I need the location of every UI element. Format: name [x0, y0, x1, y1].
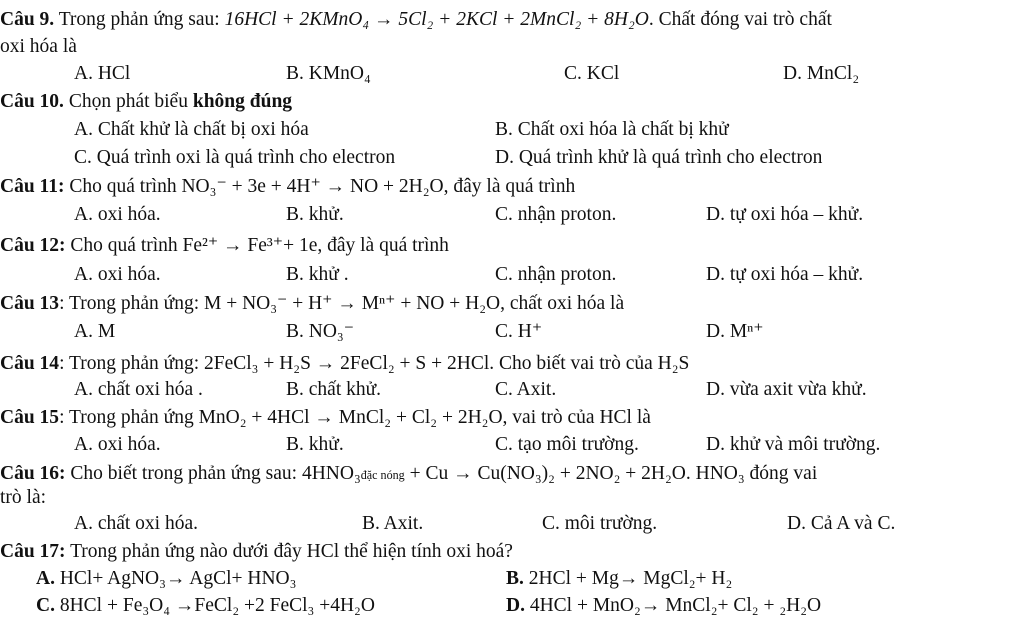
option-a[interactable]: A. HCl — [74, 63, 131, 84]
question-16 — [0, 464, 817, 484]
option-d[interactable]: D. tự oxi hóa – khử. — [706, 204, 864, 225]
option-b[interactable]: B. KMnO₄ — [286, 63, 371, 84]
question-text: : Trong phản ứng MnO₂ + 4HCl → MnCl₂ + Cl₂ + 2H₂O, vai trò của HCl là — [59, 407, 651, 428]
question-text: Trong phản ứng nào dưới đây HCl thể hiện tính oxi hoá? — [65, 541, 513, 562]
option-c[interactable]: C. nhận proton. — [495, 264, 617, 285]
option-a[interactable]: A. chất oxi hóa . — [74, 379, 203, 400]
option-letter: B. — [506, 568, 524, 589]
question-12 — [0, 236, 449, 256]
option-d[interactable]: D. Mⁿ⁺ — [706, 321, 764, 342]
question-intro: Chọn phát biểu — [63, 91, 193, 112]
option-b[interactable]: B. Axit. — [362, 513, 424, 534]
question-label: Câu 13 — [0, 293, 60, 314]
question-11 — [0, 177, 575, 197]
option-d[interactable] — [506, 596, 821, 616]
option-d[interactable]: D. MnCl₂ — [783, 63, 860, 84]
option-letter: C. — [36, 595, 55, 616]
option-equation: 4HCl + MnO₂→ MnCl₂+ Cl₂ + ₂H₂O — [524, 595, 822, 616]
question-10 — [0, 92, 292, 112]
option-a[interactable]: A. Chất khử là chất bị oxi hóa — [74, 119, 309, 140]
question-15 — [0, 408, 651, 428]
question-label: Câu 10. — [0, 91, 64, 112]
option-equation: 8HCl + Fe₃O₄ →FeCl₂ +2 FeCl₃ +4H₂O — [54, 595, 375, 616]
option-b[interactable]: B. khử . — [286, 264, 349, 285]
question-16-continuation: trò là: — [0, 487, 47, 508]
option-a[interactable] — [36, 569, 296, 589]
option-equation: HCl+ AgNO₃→ AgCl+ HNO₃ — [54, 568, 297, 589]
question-13 — [0, 294, 624, 314]
option-b[interactable]: B. NO₃⁻ — [286, 321, 355, 342]
question-label: Câu 14 — [0, 353, 60, 374]
reaction-equation: 16HCl + 2KMnO₄ → 5Cl₂ + 2KCl + 2MnCl₂ + 8H₂O — [224, 9, 649, 30]
option-a[interactable]: A. oxi hóa. — [74, 434, 161, 455]
option-a[interactable]: A. chất oxi hóa. — [74, 513, 199, 534]
option-c[interactable]: C. nhận proton. — [495, 204, 617, 225]
question-label: Câu 15 — [0, 407, 60, 428]
option-b[interactable]: B. khử. — [286, 434, 344, 455]
option-d[interactable]: D. Quá trình khử là quá trình cho electron — [495, 147, 823, 168]
option-a[interactable]: A. M — [74, 321, 116, 342]
option-c[interactable]: C. KCl — [564, 63, 620, 84]
question-text: : Trong phản ứng: M + NO₃⁻ + H⁺ → Mⁿ⁺ + NO + H₂O, chất oxi hóa là — [59, 293, 625, 314]
question-17 — [0, 542, 513, 562]
option-letter: A. — [36, 568, 55, 589]
question-text: Cho quá trình NO₃⁻ + 3e + 4H⁺ → NO + 2H₂O, đây là quá trình — [64, 176, 576, 197]
question-9-continuation: oxi hóa là — [0, 36, 77, 57]
option-c[interactable]: C. môi trường. — [542, 513, 658, 534]
option-c[interactable]: C. H⁺ — [495, 321, 543, 342]
option-c[interactable] — [36, 596, 375, 616]
question-label: Câu 17: — [0, 541, 66, 562]
question-label: Câu 11: — [0, 176, 65, 197]
option-d[interactable]: D. khử và môi trường. — [706, 434, 881, 455]
option-b[interactable] — [506, 569, 732, 589]
option-d[interactable]: D. tự oxi hóa – khử. — [706, 264, 864, 285]
question-emphasis: không đúng — [192, 91, 293, 112]
question-text-post: + Cu → Cu(NO₃)₂ + 2NO₂ + 2H₂O. HNO₃ đóng vai — [404, 463, 818, 484]
question-text: Cho quá trình Fe²⁺ → Fe³⁺+ 1e, đây là quá trình — [65, 235, 449, 256]
option-b[interactable]: B. khử. — [286, 204, 344, 225]
option-b[interactable]: B. Chất oxi hóa là chất bị khử — [495, 119, 729, 140]
question-9 — [0, 10, 832, 30]
question-intro: Trong phản ứng sau: — [54, 9, 225, 30]
reaction-condition: đặc nóng — [360, 468, 405, 482]
option-c[interactable]: C. Axit. — [495, 379, 557, 400]
option-letter: D. — [506, 595, 525, 616]
question-label: Câu 12: — [0, 235, 66, 256]
question-label: Câu 9. — [0, 9, 55, 30]
option-a[interactable]: A. oxi hóa. — [74, 264, 161, 285]
option-c[interactable]: C. Quá trình oxi là quá trình cho electron — [74, 147, 396, 168]
option-equation: 2HCl + Mg→ MgCl₂+ H₂ — [523, 568, 733, 589]
option-c[interactable]: C. tạo môi trường. — [495, 434, 639, 455]
question-label: Câu 16: — [0, 463, 66, 484]
option-a[interactable]: A. oxi hóa. — [74, 204, 161, 225]
question-14 — [0, 354, 689, 374]
question-tail: . Chất đóng vai trò chất — [648, 9, 832, 30]
option-d[interactable]: D. vừa axit vừa khử. — [706, 379, 867, 400]
question-text: : Trong phản ứng: 2FeCl₃ + H₂S → 2FeCl₂ + S + 2HCl. Cho biết vai trò của H₂S — [59, 353, 690, 374]
option-d[interactable]: D. Cả A và C. — [787, 513, 896, 534]
question-text-pre: Cho biết trong phản ứng sau: 4HNO₃ — [65, 463, 361, 484]
option-b[interactable]: B. chất khử. — [286, 379, 382, 400]
